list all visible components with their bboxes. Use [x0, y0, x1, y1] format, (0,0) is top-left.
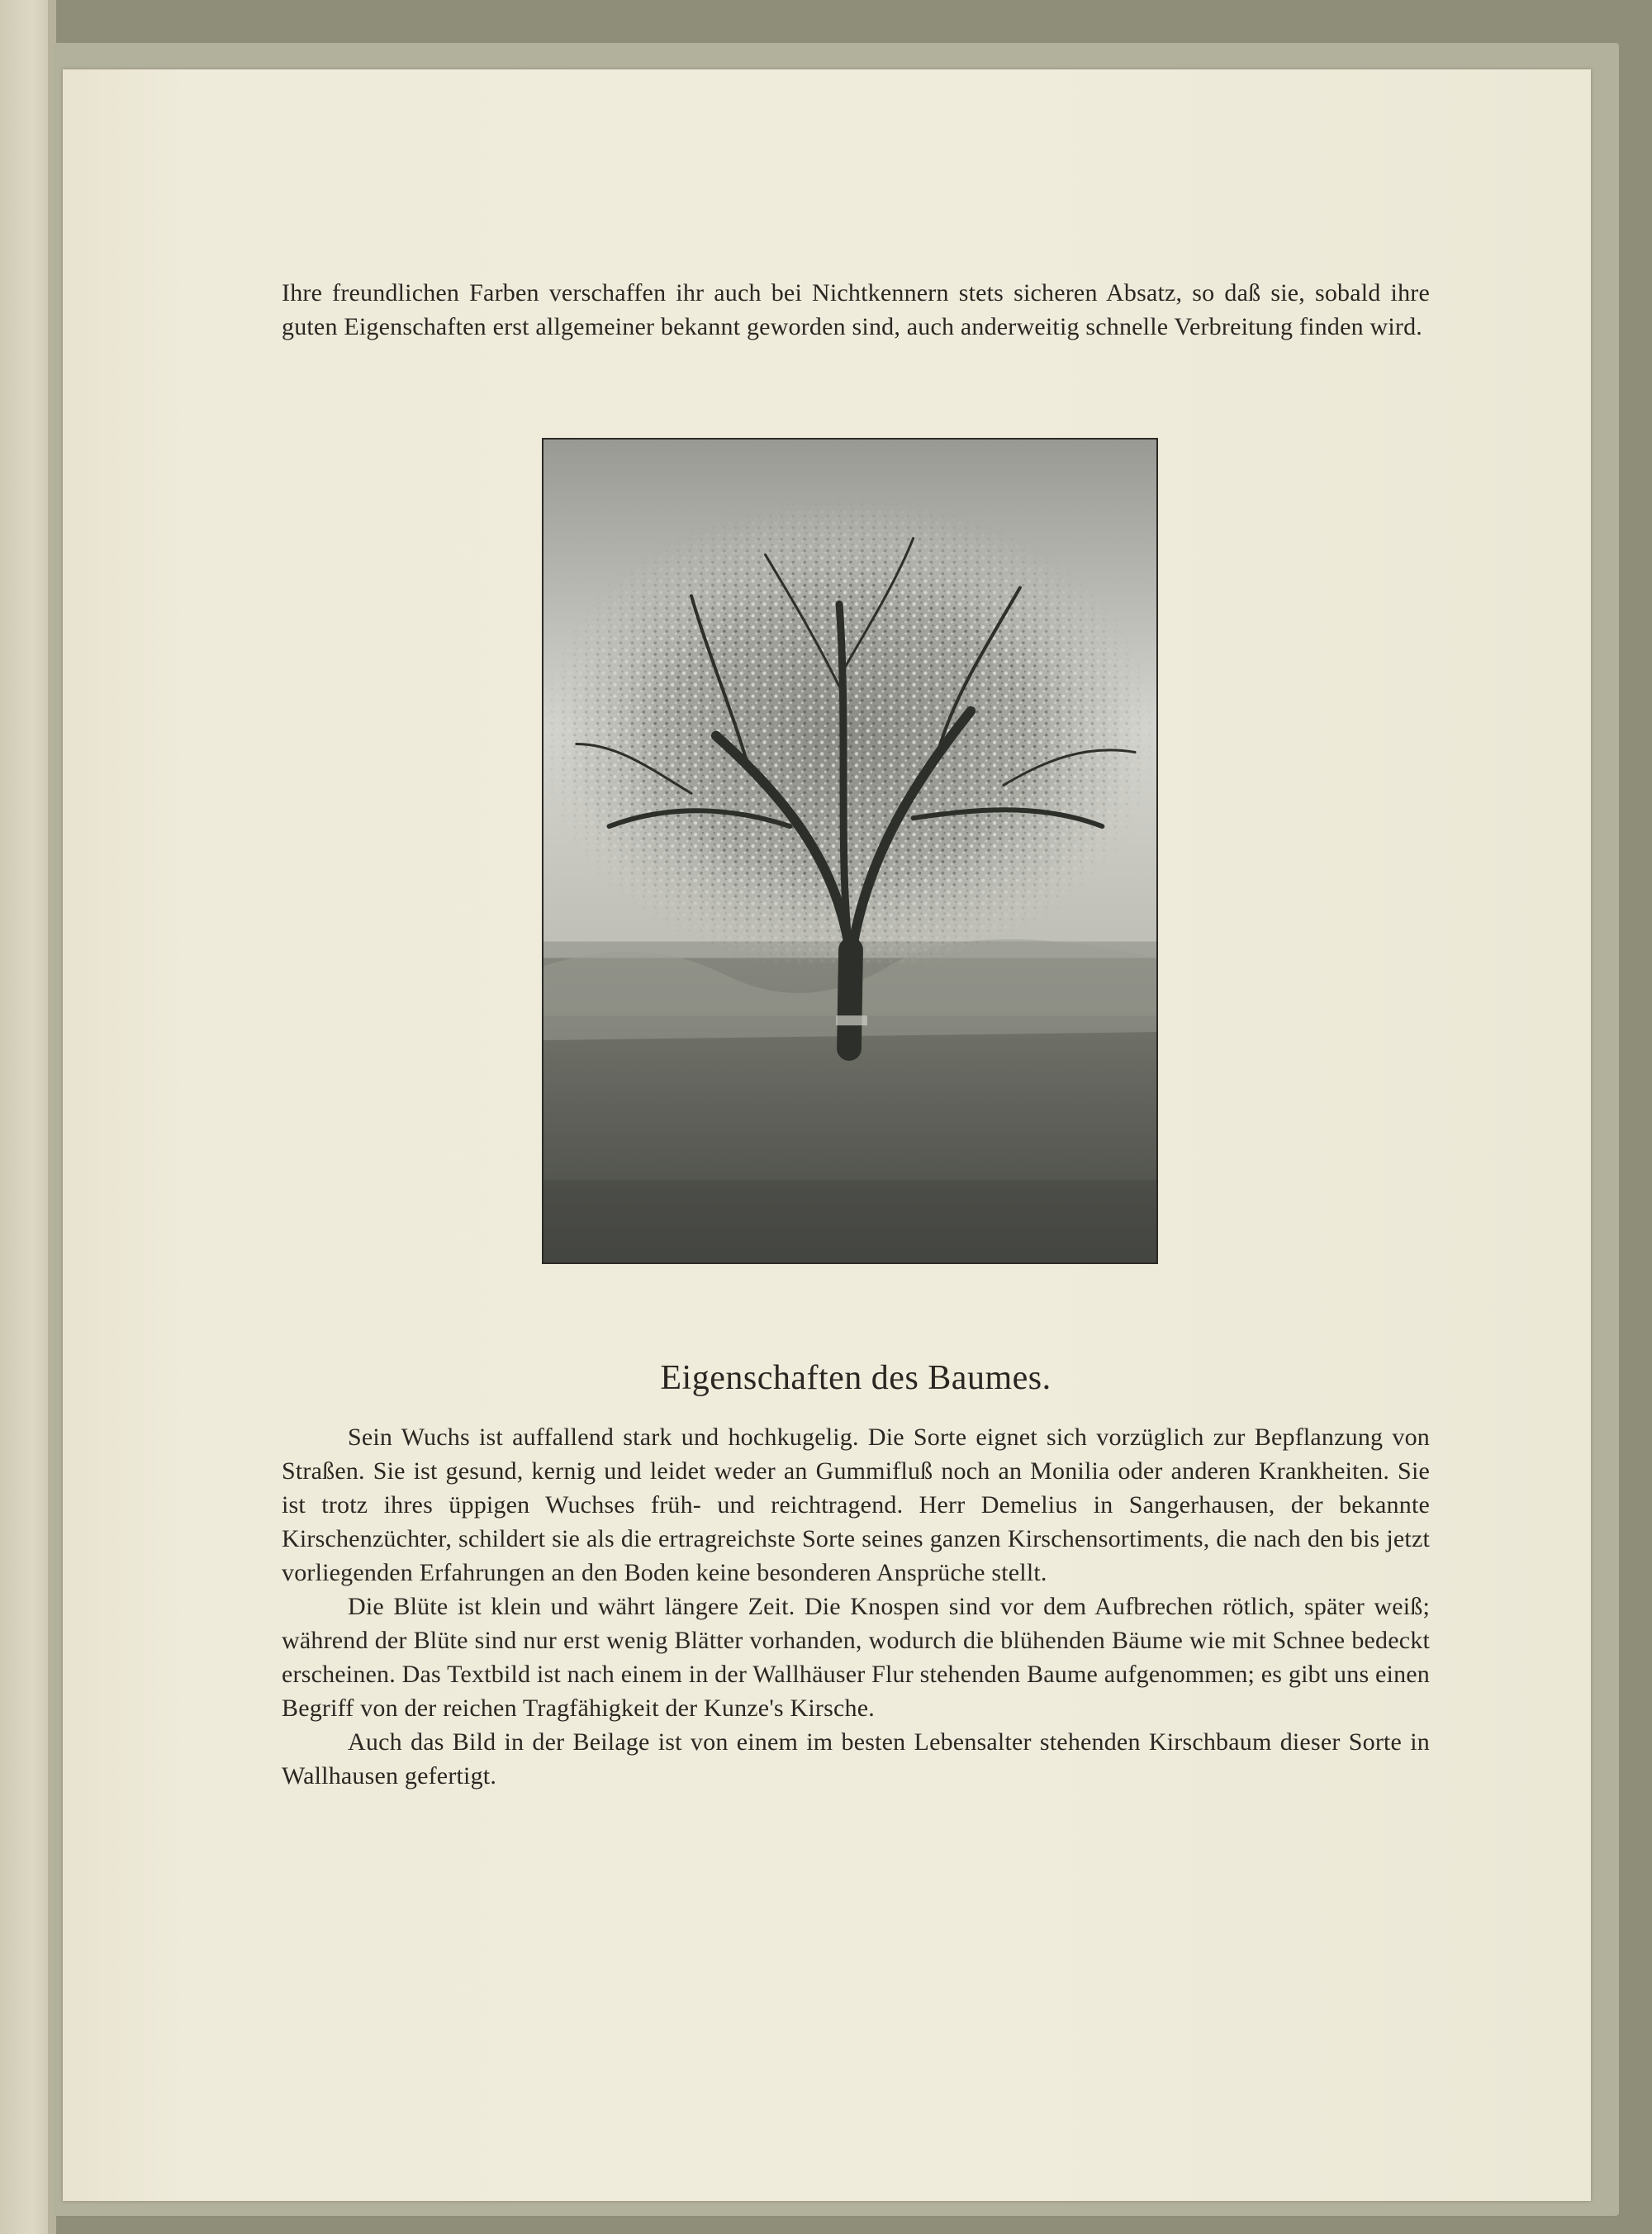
- section-heading: Eigenschaften des Baumes.: [660, 1359, 1051, 1397]
- facing-page-edge: [0, 0, 55, 2234]
- book-page: [63, 69, 1591, 2201]
- intro-paragraph: Ihre freundlichen Farben verschaffen ihr auch bei Nichtkennern stets sicheren Absatz, so daß sie, sobald ihre guten Eigenschaften erst allgemeiner bekannt geworden sind, auch anderweitig schnelle Verbreitung finden wird.: [282, 279, 1430, 340]
- paragraph-growth: Sein Wuchs ist auffallend stark und hochkugelig. Die Sorte eignet sich vorzüglich zur Bepflanzung von Straßen. Sie ist gesund, kernig und leidet weder an Gummifluß noch an Monilia oder anderen Krankheiten. Sie ist trotz ihres üppigen Wuchses früh- und reichtragend. Herr Demelius in Sangerhausen, der bekannte Kirschenzüchter, schildert sie als die ertragreichste Sorte seines ganzen Kirschensortiments, die nach den bis jetzt vorliegenden Erfahrungen an den Boden keine besonderen Ansprüche stellt.: [282, 1424, 1430, 1586]
- tree-photo-illustration: [544, 440, 1156, 1262]
- paragraph-blossom: Die Blüte ist klein und währt längere Zeit. Die Knospen sind vor dem Aufbrechen rötlich, später weiß; während der Blüte sind nur erst wenig Blätter vorhanden, wodurch die blühenden Bäume wie mit Schnee bedeckt erscheinen. Das Textbild ist nach einem in der Wallhäuser Flur stehenden Baume aufgenommen; es gibt uns einen Begriff von der reichen Tragfähigkeit der Kunze's Kirsche.: [282, 1593, 1430, 1722]
- cherry-tree-photograph: [542, 438, 1158, 1264]
- paragraph-plate: Auch das Bild in der Beilage ist von einem im besten Lebensalter stehenden Kirschbaum dieser Sorte in Wallhausen gefertigt.: [282, 1728, 1430, 1790]
- body-text: [282, 1420, 1430, 1793]
